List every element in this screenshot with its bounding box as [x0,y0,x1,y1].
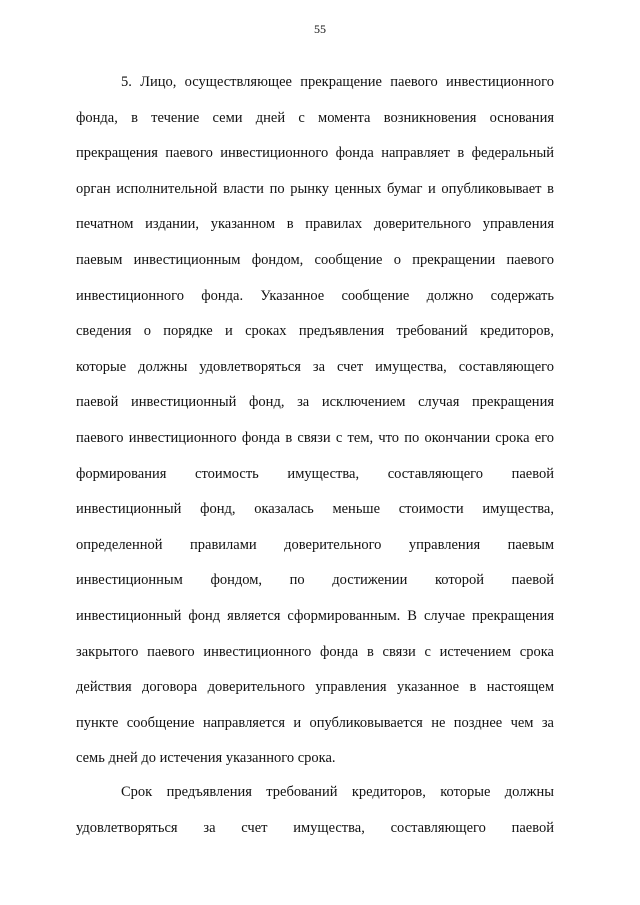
text-line: действия договора доверительного управления указанное в настоящем [76,679,554,696]
text-line: инвестиционным фондом, по достижении которой паевой [76,572,554,589]
text-line: инвестиционный фонд является сформированным. В случае прекращения [76,607,554,624]
text-line: 5. Лицо, осуществляющее прекращение паевого инвестиционного [121,74,554,90]
text-line: фонда, в течение семи дней с момента возникновения основания [76,109,554,126]
text-line: пункте сообщение направляется и опубликовывается не позднее чем за [76,714,554,731]
text-line: формирования стоимость имущества, составляющего паевой [76,465,554,482]
paragraph-item-5 [76,72,554,784]
text-line: печатном издании, указанном в правилах доверительного управления [76,216,554,233]
text-line: удовлетворяться за счет имущества, составляющего паевой [76,819,554,836]
text-line: закрытого паевого инвестиционного фонда в связи с истечением срока [76,643,554,660]
text-line: инвестиционный фонд, оказалась меньше стоимости имущества, [76,501,554,518]
text-line: паевого инвестиционного фонда в связи с тем, что по окончании срока его [76,429,554,446]
paragraph-claims-period [76,782,554,853]
page-number: 55 [314,22,326,36]
text-line: определенной правилами доверительного управления паевым [76,536,554,553]
text-line: сведения о порядке и сроках предъявления требований кредиторов, [76,323,554,340]
text-line: семь дней до истечения указанного срока. [76,750,336,767]
text-line: Срок предъявления требований кредиторов, которые должны [121,784,554,800]
text-line: паевым инвестиционным фондом, сообщение о прекращении паевого [76,251,554,268]
text-line: орган исполнительной власти по рынку ценных бумаг и опубликовывает в [76,180,554,197]
text-line: инвестиционного фонда. Указанное сообщение должно содержать [76,287,554,304]
text-line: которые должны удовлетворяться за счет имущества, составляющего [76,358,554,375]
text-line: паевой инвестиционный фонд, за исключением случая прекращения [76,394,554,411]
text-line: прекращения паевого инвестиционного фонда направляет в федеральный [76,145,554,162]
